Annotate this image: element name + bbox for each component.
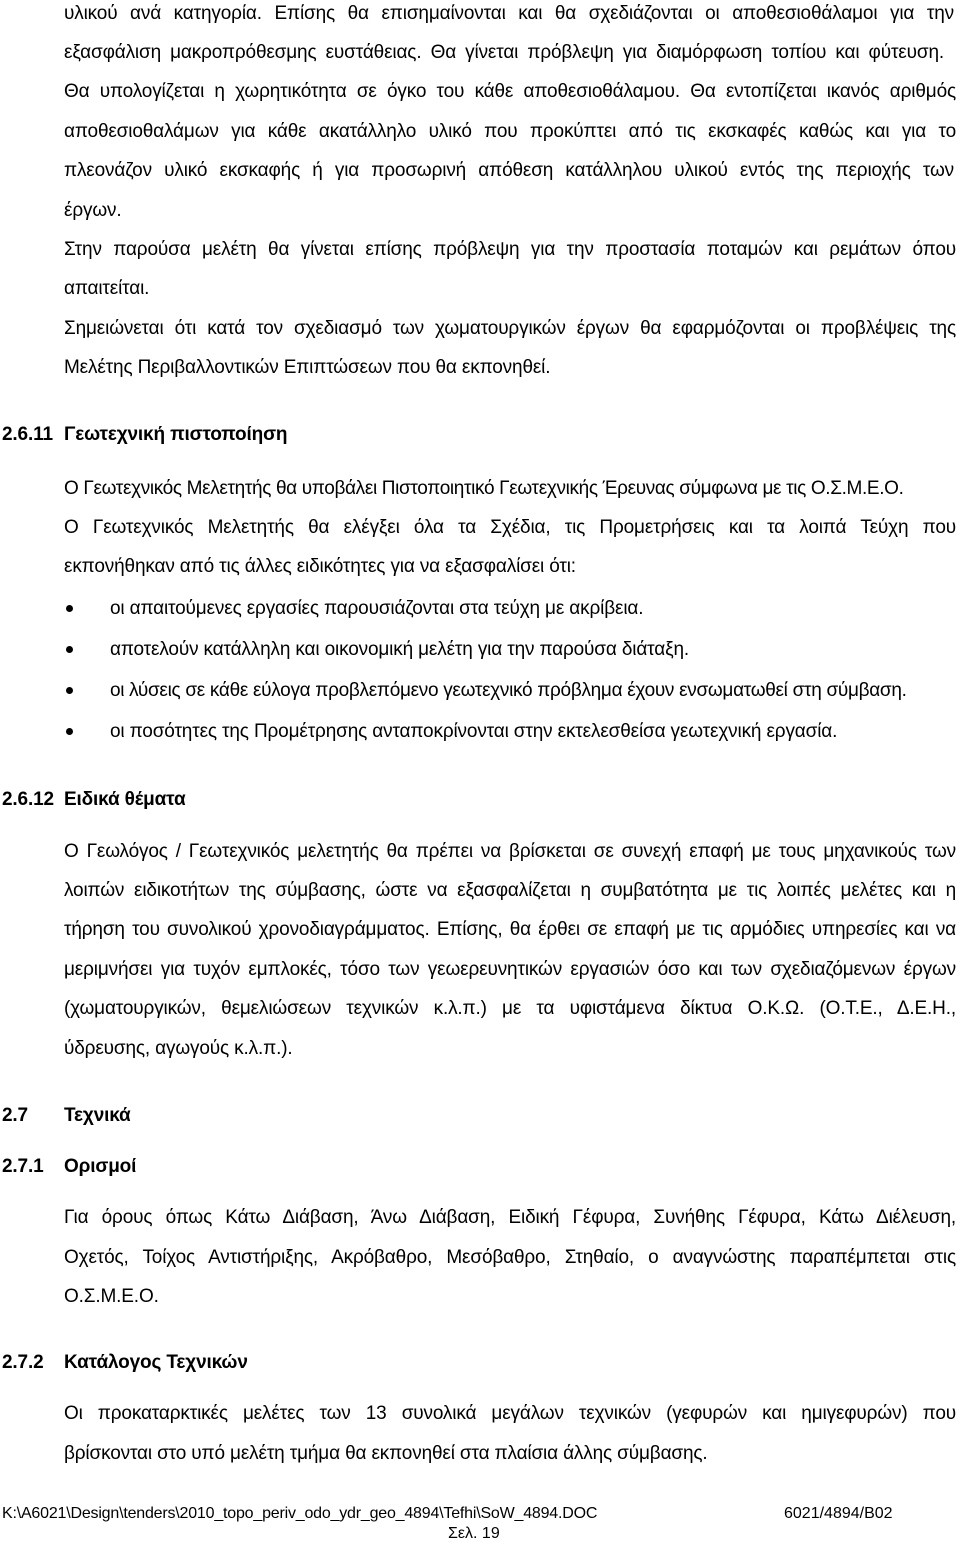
section-2-6-11-p1: Ο Γεωτεχνικός Μελετητής θα υποβάλει Πιστοποιητικό Γεωτεχνικής Έρευνας σύμφωνα με τις Ο.Σ.Μ.Ε.Ο.	[64, 478, 904, 499]
footer-file-path: K:\A6021\Design\tenders\2010_topo_periv_odo_ydr_geo_4894\Tefhi\SoW_4894.DOC	[2, 1505, 598, 1522]
bullet-text: οι ποσότητες της Προμέτρησης ανταποκρίνονται στην εκτελεσθείσα γεωτεχνική εργασία.	[110, 721, 838, 742]
section-2-6-12-line-1: Ο Γεωλόγος / Γεωτεχνικός μελετητής θα πρέπει να βρίσκεται σε συνεχή επαφή με τους μηχανικούς των	[64, 841, 956, 862]
bullet-icon	[66, 605, 73, 612]
section-2-6-12-line-5: (χωματουργικών, θεμελιώσεων τεχνικών κ.λ.π.) με τα υφιστάμενα δίκτυα Ο.Κ.Ω. (Ο.Τ.Ε., Δ.Ε.Η.,	[64, 998, 956, 1019]
para3-line-2: Μελέτης Περιβαλλοντικών Επιπτώσεων που θα εκπονηθεί.	[64, 357, 551, 378]
para2-line-1: Στην παρούσα μελέτη θα γίνεται επίσης πρόβλεψη για την προστασία ποταμών και ρεμάτων όπου	[64, 239, 956, 260]
intro-line-1: υλικού ανά κατηγορία. Επίσης θα επισημαίνονται και θα σχεδιάζονται οι αποθεσιοθάλαμοι για την	[64, 3, 954, 24]
intro-line-6: έργων.	[64, 200, 122, 221]
section-2-7-1-line-2: Οχετός, Τοίχος Αντιστήριξης, Ακρόβαθρο, Μεσόβαθρο, Στηθαίο, ο αναγνώστης παραπέμπεται στις	[64, 1247, 956, 1268]
section-2-7-1-line-1: Για όρους όπως Κάτω Διάβαση, Άνω Διάβαση, Ειδική Γέφυρα, Συνήθης Γέφυρα, Κάτω Διέλευση,	[64, 1207, 956, 1228]
section-2-7-2-line-1: Οι προκαταρκτικές μελέτες των 13 συνολικά μεγάλων τεχνικών (γεφυρών και ημιγεφυρών) που	[64, 1403, 956, 1424]
section-2-7-1-title: Ορισμοί	[64, 1156, 137, 1177]
section-2-6-11-title: Γεωτεχνική πιστοποίηση	[64, 424, 288, 445]
section-2-6-12-number: 2.6.12	[2, 789, 54, 810]
section-2-6-11-p2-line-2: εκπονήθηκαν από τις άλλες ειδικότητες για να εξασφαλίσει ότι:	[64, 556, 576, 577]
section-2-7-2-number: 2.7.2	[2, 1352, 44, 1373]
section-2-6-11-number: 2.6.11	[2, 424, 53, 445]
intro-line-3: Θα υπολογίζεται η χωρητικότητα σε όγκο του κάθε αποθεσιοθάλαμου. Θα εντοπίζεται ικανός αριθμός	[64, 81, 956, 102]
section-2-6-12-line-6: ύδρευσης, αγωγούς κ.λ.π.).	[64, 1038, 293, 1059]
para3-line-1: Σημειώνεται ότι κατά τον σχεδιασμό των χωματουργικών έργων θα εφαρμόζονται οι προβλέψεις της	[64, 318, 956, 339]
section-2-7-2-title: Κατάλογος Τεχνικών	[64, 1352, 248, 1373]
bullet-icon	[66, 646, 73, 653]
para2-line-2: απαιτείται.	[64, 278, 150, 299]
section-2-6-12-title: Ειδικά θέματα	[64, 789, 186, 810]
section-2-7-2-line-2: βρίσκονται στο υπό μελέτη τμήμα θα εκπονηθεί στα πλαίσια άλλης σύμβασης.	[64, 1443, 708, 1464]
bullet-text: οι απαιτούμενες εργασίες παρουσιάζονται στα τεύχη με ακρίβεια.	[110, 598, 644, 619]
section-2-6-11-p2-line-1: Ο Γεωτεχνικός Μελετητής θα ελέγξει όλα τα Σχέδια, τις Προμετρήσεις και τα λοιπά Τεύχη που	[64, 517, 956, 538]
bullet-icon	[66, 687, 73, 694]
section-2-6-12-line-4: μεριμνήσει για τυχόν εμπλοκές, τόσο των γεωερευνητικών εργασιών όσο και των σχεδιαζόμενων έργων	[64, 959, 956, 980]
footer-document-code: 6021/4894/B02	[784, 1505, 893, 1522]
intro-line-5: πλεονάζον υλικό εκσκαφής ή για προσωρινή απόθεση κατάλληλου υλικού εντός της περιοχής των	[64, 160, 954, 181]
section-2-6-12-line-3: τήρηση του συνολικού χρονοδιαγράμματος. Επίσης, θα έρθει σε επαφή με τις αρμόδιες υπηρεσίες και να	[64, 919, 956, 940]
section-2-6-12-line-2: λοιπών ειδικοτήτων της σύμβασης, ώστε να εξασφαλίζεται η συμβατότητα με τις λοιπές μελέτες και η	[64, 880, 956, 901]
section-2-7-number: 2.7	[2, 1105, 28, 1126]
footer-page-number: Σελ. 19	[448, 1525, 500, 1542]
bullet-text: αποτελούν κατάλληλη και οικονομική μελέτη για την παρούσα διάταξη.	[110, 639, 689, 660]
intro-line-4: αποθεσιοθαλάμων για κάθε ακατάλληλο υλικό που προκύπτει από τις εκσκαφές καθώς και για το	[64, 121, 956, 142]
section-2-7-1-line-3: Ο.Σ.Μ.Ε.Ο.	[64, 1286, 159, 1307]
section-2-7-title: Τεχνικά	[64, 1105, 131, 1126]
bullet-icon	[66, 728, 73, 735]
section-2-7-1-number: 2.7.1	[2, 1156, 44, 1177]
intro-line-2: εξασφάλιση μακροπρόθεσμης ευστάθειας. Θα γίνεται πρόβλεψη για διαμόρφωση τοπίου και φύτευση.	[64, 42, 944, 63]
bullet-text: οι λύσεις σε κάθε εύλογα προβλεπόμενο γεωτεχνικό πρόβλημα έχουν ενσωματωθεί στη σύμβαση.	[110, 680, 907, 701]
